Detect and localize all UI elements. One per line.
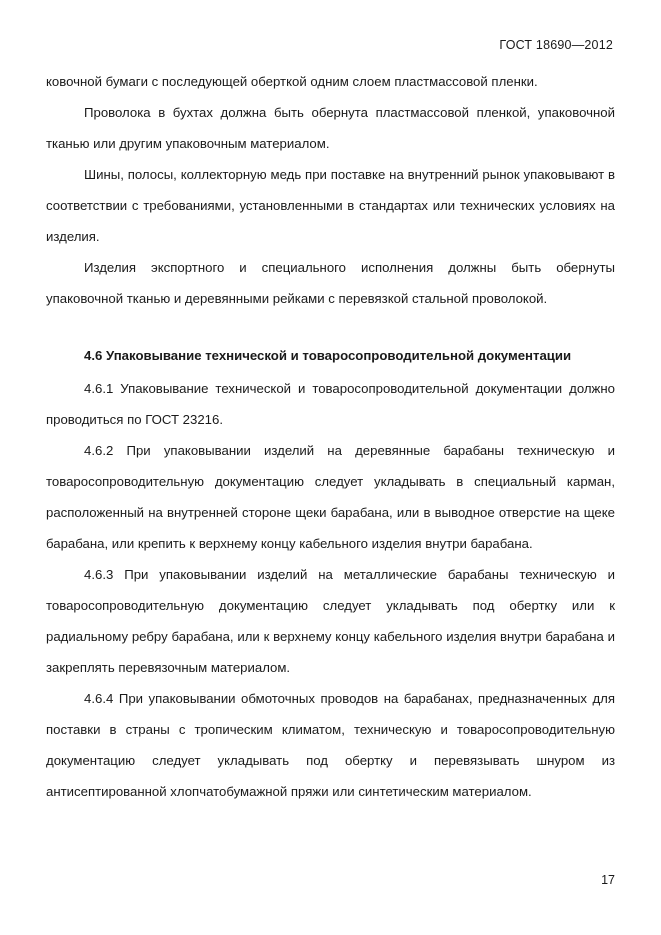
paragraph-bars-strips: Шины, полосы, коллекторную медь при поставке на внутренний рынок упаковывают в соответствии с требованиями, установленными в стандартах или технических условиях на изделия. xyxy=(46,167,615,244)
clause-4-6-1: 4.6.1 Упаковывание технической и товаросопроводительной документации должно проводиться по ГОСТ 23216. xyxy=(46,381,615,427)
clause-4-6-4: 4.6.4 При упаковывании обмоточных проводов на барабанах, предназначенных для поставки в страны с тропическим климатом, техническую и товаросопроводительную документацию следует укладывать под обертку и перевязывать шнуром из антисептированной хлопчатобумажной пряжи или синтетическим материалом. xyxy=(46,691,615,799)
section-number: 4.6 xyxy=(84,348,103,363)
paragraph-export-products: Изделия экспортного и специального исполнения должны быть обернуты упаковочной тканью и деревянными рейками с перевязкой стальной проволокой. xyxy=(46,260,615,306)
page-body xyxy=(46,66,615,807)
clause-4-6-3: 4.6.3 При упаковывании изделий на металлические барабаны техническую и товаросопроводительную документацию следует укладывать под обертку или к радиальному ребру барабана, или к верхнему концу кабельного изделия внутри барабана и закреплять перевязочным материалом. xyxy=(46,567,615,675)
page-number: 17 xyxy=(601,873,615,887)
paragraph-continued: ковочной бумаги с последующей оберткой одним слоем пластмассовой пленки. xyxy=(46,74,538,89)
section-heading-4-6 xyxy=(46,340,615,371)
section-title: Упаковывание технической и товаросопроводительной документации xyxy=(106,348,572,363)
clause-4-6-2: 4.6.2 При упаковывании изделий на деревянные барабаны техническую и товаросопроводительную документацию следует укладывать в специальный карман, расположенный на внутренней стороне щеки барабана, или в выводное отверстие на щеке барабана, или крепить к верхнему концу кабельного изделия внутри барабана. xyxy=(46,443,615,551)
paragraph-wire-coils: Проволока в бухтах должна быть обернута пластмассовой пленкой, упаковочной тканью или другим упаковочным материалом. xyxy=(46,105,615,151)
page-header-standard-number: ГОСТ 18690—2012 xyxy=(499,38,613,52)
